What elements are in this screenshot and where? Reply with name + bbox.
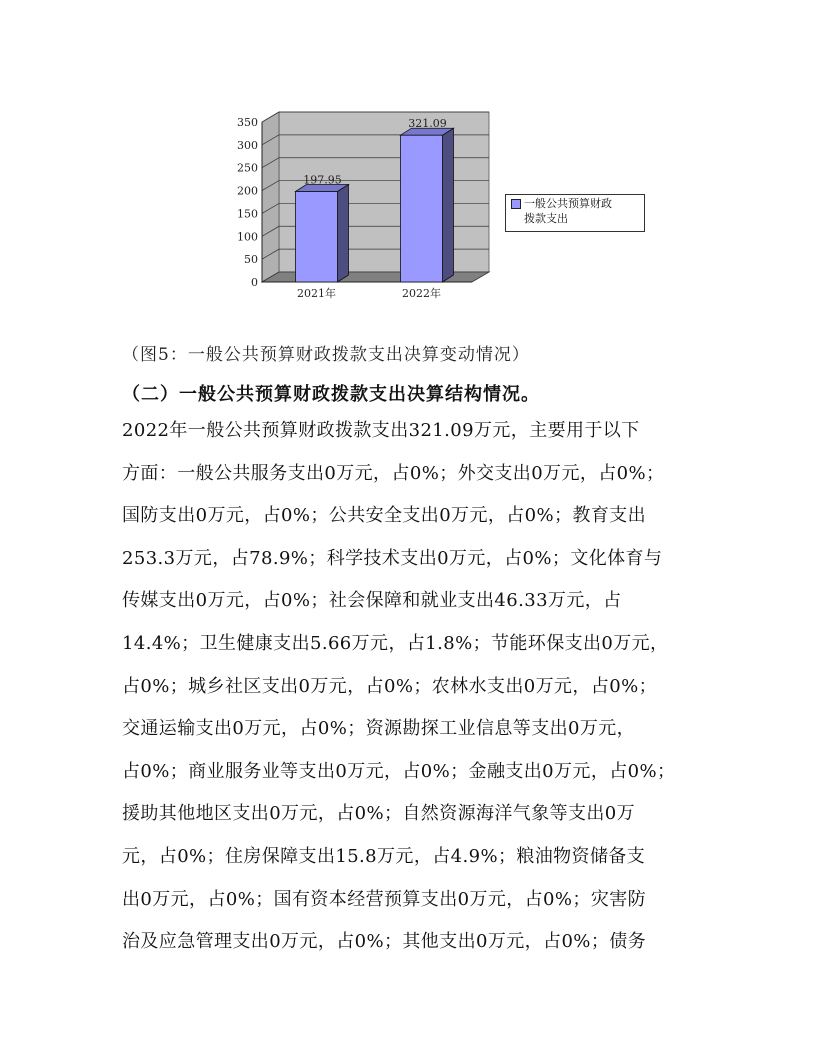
y-tick-label: 100 bbox=[237, 230, 258, 244]
section-heading: （二）一般公共预算财政拨款支出决算结构情况。 bbox=[122, 384, 540, 405]
y-tick-label: 250 bbox=[237, 161, 258, 175]
body-line: 国防支出0万元，占0%；公共安全支出0万元，占0%；教育支出 bbox=[122, 505, 647, 527]
bar-value-label: 321.09 bbox=[408, 117, 447, 131]
body-line: 治及应急管理支出0万元，占0%；其他支出0万元，占0%；债务 bbox=[122, 931, 647, 953]
legend-label-line-1: 一般公共预算财政 bbox=[524, 197, 612, 210]
body-line: 253.3万元，占78.9%；科学技术支出0万元，占0%；文化体育与 bbox=[122, 547, 663, 569]
y-tick-label: 0 bbox=[251, 276, 258, 289]
body-line: 占0%；商业服务业等支出0万元，占0%；金融支出0万元，占0%； bbox=[122, 760, 676, 782]
legend-swatch bbox=[511, 199, 521, 209]
figure-caption: （图5：一般公共预算财政拨款支出决算变动情况） bbox=[122, 345, 530, 365]
legend-label bbox=[524, 196, 642, 226]
body-line: 援助其他地区支出0万元，占0%；自然资源海洋气象等支出0万 bbox=[122, 803, 636, 825]
body-line: 传媒支出0万元，占0%；社会保障和就业支出46.33万元，占 bbox=[122, 590, 622, 612]
body-line: 出0万元，占0%；国有资本经营预算支出0万元，占0%；灾害防 bbox=[122, 888, 647, 910]
y-tick-label: 150 bbox=[237, 207, 258, 221]
x-tick-label: 2022年 bbox=[402, 287, 441, 300]
body-paragraph bbox=[122, 420, 697, 974]
body-line: 2022年一般公共预算财政拨款支出321.09万元，主要用于以下 bbox=[122, 420, 640, 441]
bar-side bbox=[443, 128, 454, 282]
bar bbox=[296, 192, 338, 282]
bar-value-label: 197.95 bbox=[303, 173, 342, 187]
body-line: 14.4%；卫生健康支出5.66万元，占1.8%；节能环保支出0万元， bbox=[122, 632, 669, 654]
y-tick-label: 350 bbox=[237, 116, 258, 129]
body-line: 元，占0%；住房保障支出15.8万元，占4.9%；粮油物资储备支 bbox=[122, 845, 646, 867]
chart-legend bbox=[505, 194, 645, 232]
y-tick-label: 300 bbox=[237, 138, 258, 152]
body-line: 方面：一般公共服务支出0万元，占0%；外交支出0万元，占0%； bbox=[122, 462, 665, 484]
y-tick-label: 200 bbox=[237, 184, 258, 198]
bar bbox=[401, 135, 443, 282]
bar-side bbox=[338, 185, 349, 282]
bar-chart bbox=[220, 108, 650, 308]
body-line: 交通运输支出0万元，占0%；资源勘探工业信息等支出0万元， bbox=[122, 718, 636, 740]
y-tick-label: 50 bbox=[244, 253, 258, 267]
legend-label-line-2: 拨款支出 bbox=[524, 212, 568, 225]
x-tick-label: 2021年 bbox=[297, 287, 336, 300]
body-line: 占0%；城乡社区支出0万元，占0%；农林水支出0万元，占0%； bbox=[122, 675, 657, 697]
chart-side-wall bbox=[262, 112, 279, 282]
